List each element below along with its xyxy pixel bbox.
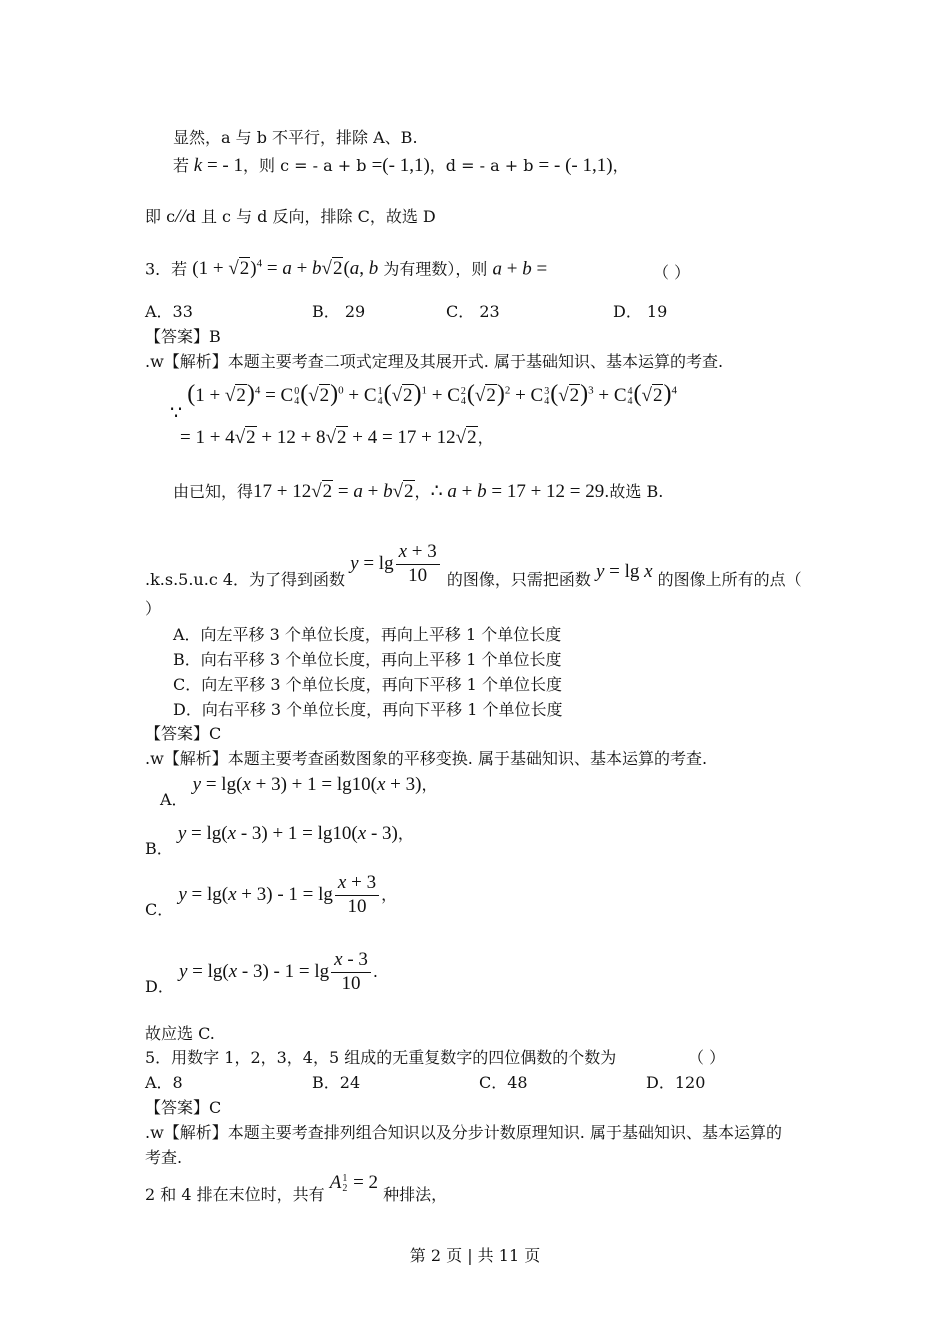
option-b: B．向右平移 3 个单位长度，再向上平移 1 个单位长度 [173, 650, 562, 669]
analysis-b: B． y = lg(x - 3) + 1 = lg10(x - 3)， [145, 823, 414, 858]
option-b: B． 29 [312, 302, 366, 321]
analysis-a: A． y = lg(x + 3) + 1 = lg10(x + 3)， [160, 774, 438, 809]
answer-paren: （ ） [688, 1048, 726, 1067]
option-d: D．向右平移 3 个单位长度，再向下平移 1 个单位长度 [173, 700, 563, 719]
option-a: A．向左平移 3 个单位长度，再向上平移 1 个单位长度 [173, 625, 562, 644]
answer-label: 【答案】B [145, 327, 221, 346]
permutation-line: 2 和 4 排在末位时，共有 A 1 2 = 2 种排法， [145, 1172, 448, 1204]
analysis-d: D． y = lg(x - 3) - 1 = lg $\frac{x - 3}{10}$ . [145, 949, 378, 996]
equation-line-k: 若 k = - 1，则 c = - a + b =(- 1,1)，d = - a + b = - (- 1,1)， [173, 155, 629, 176]
binomial-expansion: ∵ $(1 + √2)^4 = C$ 0 4 $(√2)^0 + C$ 1 4 $(√2)^1 + C$ 2 4 $(√2)^2 + C$ 3 4 $(√2)^3 + C$ 4 4 $(√2)^4$ [170, 381, 677, 424]
answer-paren: （ ） [653, 263, 691, 282]
question-4: .k.s.5.u.c 4．为了得到函数 y = lg $\frac{x + 3}{10}$ 的图像，只需把函数 y = lg x 的图像上所有的点（ [145, 541, 802, 589]
explanation-cont: 考查. [145, 1148, 183, 1167]
option-d: D．120 [646, 1073, 706, 1092]
option-a: A．8 [145, 1073, 183, 1092]
option-d: D． 19 [613, 302, 668, 321]
option-c: C．向左平移 3 个单位长度，再向下平移 1 个单位长度 [173, 675, 562, 694]
option-c: C．48 [479, 1073, 528, 1092]
expansion-result: = 1 + 4√2 + 12 + 8√2 + 4 = 17 + 12√2， [180, 427, 494, 448]
text-line: 即 c//d 且 c 与 d 反向，排除 C，故选 D [145, 206, 436, 227]
text-line: ） [145, 599, 162, 618]
analysis-c: C． y = lg(x + 3) - 1 = lg $\frac{x + 3}{10}$ ， [145, 872, 398, 919]
explanation: .w【解析】本题主要考查函数图象的平移变换. 属于基础知识、基本运算的考查. [145, 749, 708, 768]
question-5: 5．用数字 1，2，3，4，5 组成的无重复数字的四位偶数的个数为 [145, 1048, 617, 1067]
answer-label: 【答案】C [145, 1098, 222, 1117]
question-3: 3．若 $(1 + √2)^4 = a + b√2(a$, b 为有理数），则 a + b = [145, 258, 548, 280]
option-a: A．33 [145, 302, 193, 321]
conclusion: 故应选 C. [145, 1024, 215, 1043]
explanation: .w【解析】本题主要考查排列组合知识以及分步计数原理知识. 属于基础知识、基本运算的 [145, 1123, 782, 1142]
derivation-line: 由已知，得17 + 12√2 = a + b√2，∴ a + b = 17 + 12 = 29.故选 B. [173, 481, 664, 502]
page-footer: 第 2 页 | 共 11 页 [409, 1246, 541, 1265]
option-c: C． 23 [446, 302, 500, 321]
explanation: .w【解析】本题主要考查二项式定理及其展开式. 属于基础知识、基本运算的考查. [145, 352, 724, 371]
text-line: 显然，a 与 b 不平行，排除 A、B. [173, 128, 418, 147]
option-b: B．24 [312, 1073, 361, 1092]
answer-label: 【答案】C [145, 724, 222, 743]
